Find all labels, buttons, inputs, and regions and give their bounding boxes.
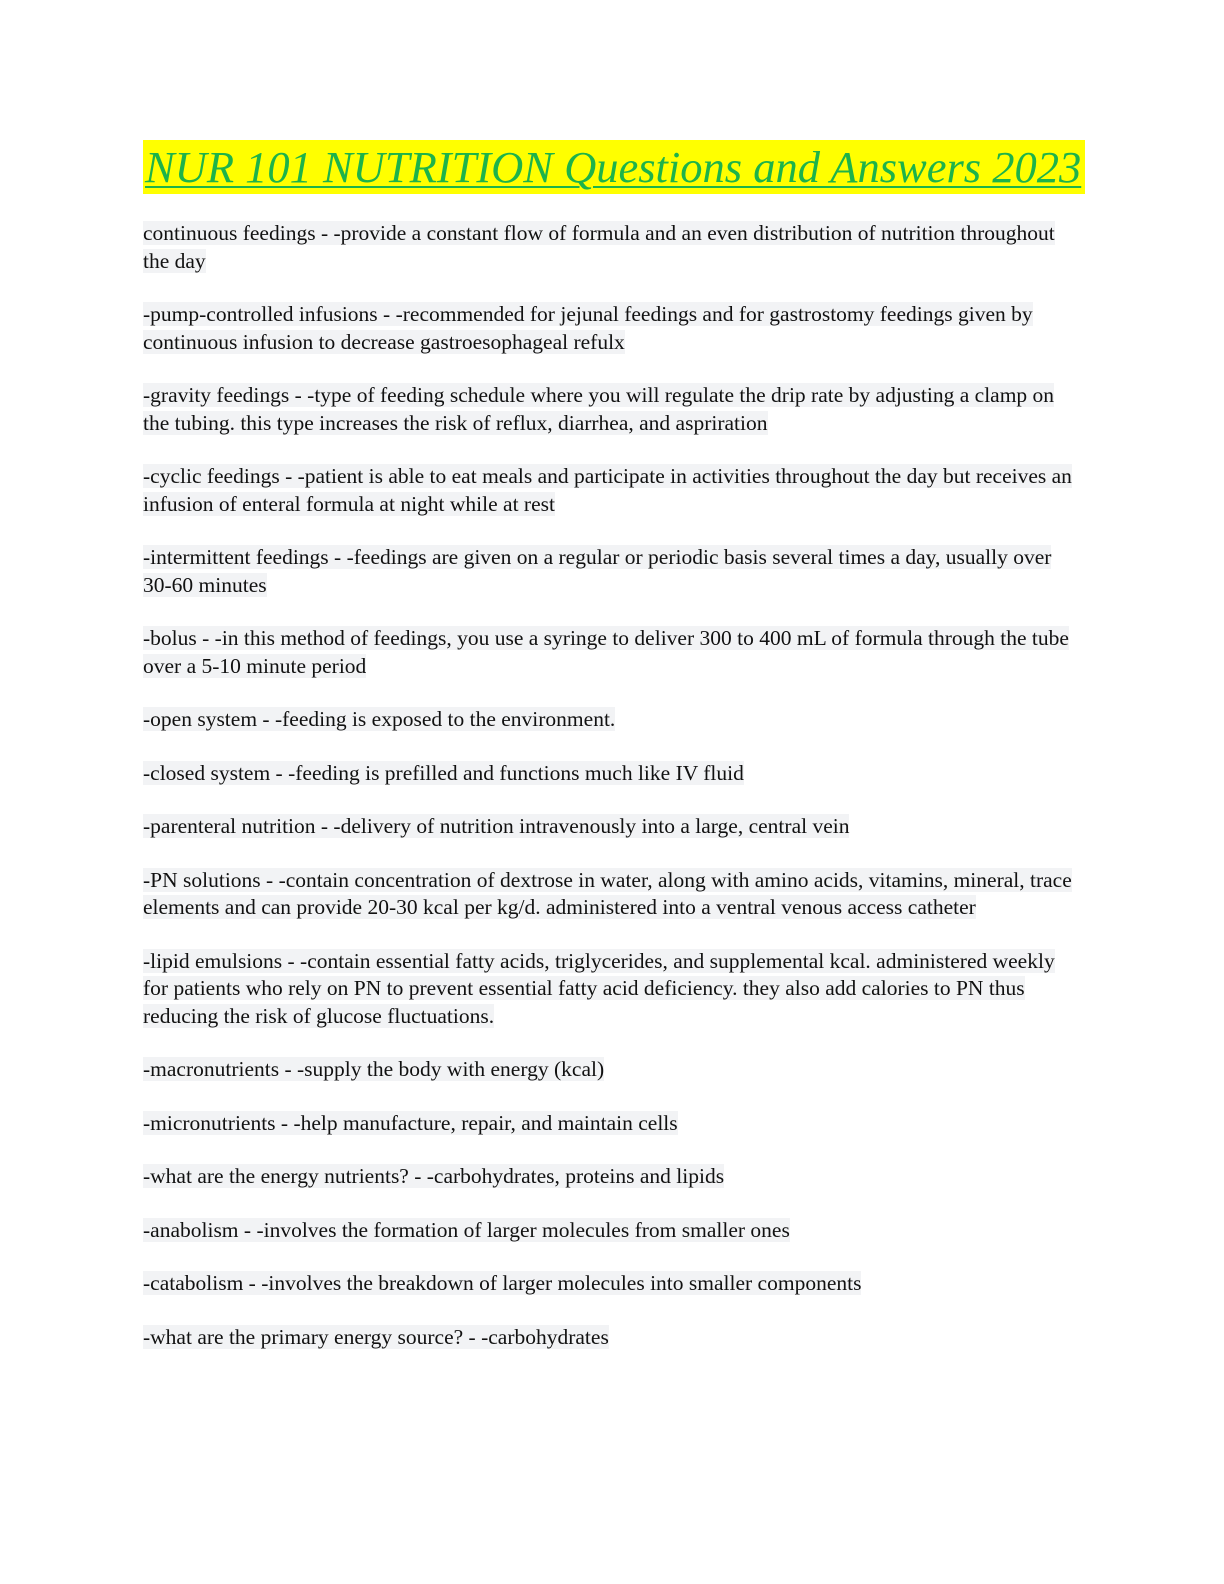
qa-entry-intermittent-feedings: -intermittent feedings - -feedings are given on a regular or periodic basis several times a day, usually over 30-60 minutes <box>143 545 1052 597</box>
qa-entry-micronutrients: -micronutrients - -help manufacture, repair, and maintain cells <box>143 1110 678 1135</box>
qa-entry-primary-energy-source: -what are the primary energy source? - -carbohydrates <box>143 1324 609 1349</box>
qa-entry-anabolism: -anabolism - -involves the formation of larger molecules from smaller ones <box>143 1217 790 1242</box>
qa-entry-energy-nutrients: -what are the energy nutrients? - -carbohydrates, proteins and lipids <box>143 1164 725 1188</box>
qa-list <box>143 220 1073 1351</box>
document-title: NUR 101 NUTRITION Questions and Answers 2023 <box>143 140 1085 194</box>
qa-entry-cyclic-feedings: -cyclic feedings - -patient is able to eat meals and participate in activities throughout the day but receives an infusion of enteral formula at night while at rest <box>143 464 1072 516</box>
qa-entry-catabolism: -catabolism - -involves the breakdown of larger molecules into smaller components <box>143 1271 862 1295</box>
qa-entry-pn-solutions: -PN solutions - -contain concentration of dextrose in water, along with amino acids, vitamins, mineral, trace elements and can provide 20-30 kcal per kg/d. administered into a ventral venous access catheter <box>143 867 1072 919</box>
qa-entry-gravity-feedings: -gravity feedings - -type of feeding schedule where you will regulate the drip rate by adjusting a clamp on the tubing. this type increases the risk of reflux, diarrhea, and aspriration <box>143 383 1055 435</box>
qa-entry-parenteral-nutrition: -parenteral nutrition - -delivery of nutrition intravenously into a large, central vein <box>143 814 850 838</box>
qa-entry-continuous-feedings: continuous feedings - -provide a constant flow of formula and an even distribution of nutrition throughout the day <box>143 221 1055 273</box>
qa-entry-open-system: -open system - -feeding is exposed to the environment. <box>143 707 616 731</box>
qa-entry-macronutrients: -macronutrients - -supply the body with energy (kcal) <box>143 1057 605 1081</box>
qa-entry-lipid-emulsions: -lipid emulsions - -contain essential fatty acids, triglycerides, and supplemental kcal. administered weekly for patients who rely on PN to prevent essential fatty acid deficiency. they also add calories to PN thus reducing the risk of glucose fluctuations. <box>143 948 1055 1028</box>
qa-entry-closed-system: -closed system - -feeding is prefilled and functions much like IV fluid <box>143 760 744 785</box>
document-page <box>143 140 1082 1377</box>
qa-entry-bolus: -bolus - -in this method of feedings, you use a syringe to deliver 300 to 400 mL of formula through the tube over a 5-10 minute period <box>143 626 1069 678</box>
qa-entry-pump-controlled-infusions: -pump-controlled infusions - -recommended for jejunal feedings and for gastrostomy feedings given by continuous infusion to decrease gastroesophageal refulx <box>143 302 1033 354</box>
